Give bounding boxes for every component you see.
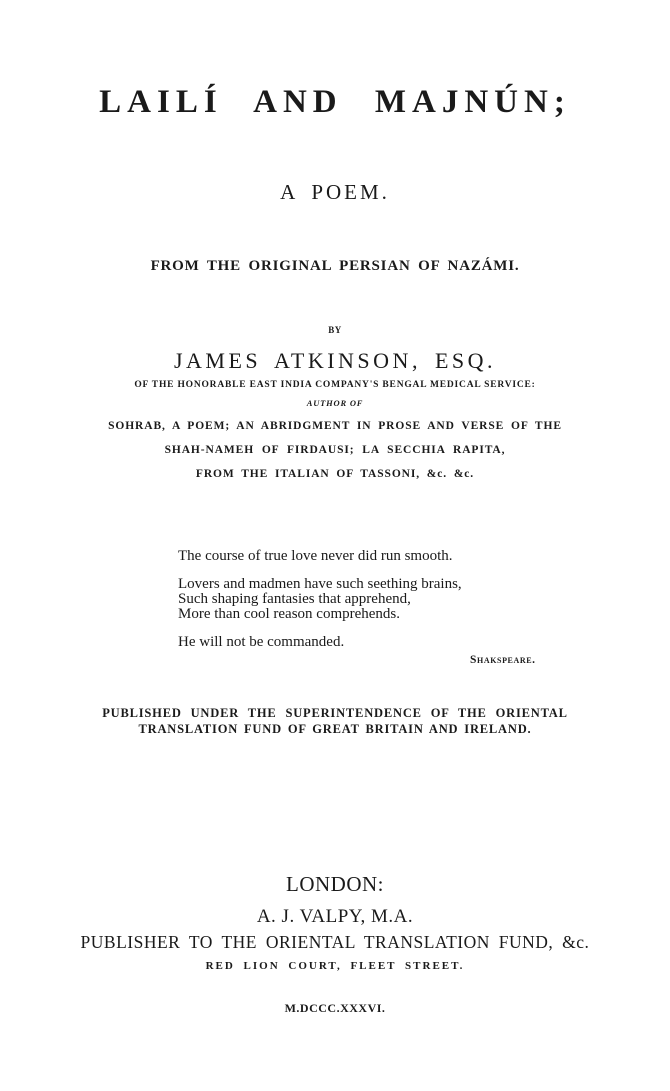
author-name: JAMES ATKINSON, ESQ. xyxy=(173,348,497,373)
publication-note-line: TRANSLATION FUND OF GREAT BRITAIN AND IRELAND. xyxy=(138,722,532,736)
by-label: BY xyxy=(328,325,342,335)
source-line: FROM THE ORIGINAL PERSIAN OF NAZÁMI. xyxy=(150,258,520,274)
book-title: LAILÍ AND MAJNÚN; xyxy=(99,84,571,120)
imprint-year: M.DCCC.XXXVI. xyxy=(284,1001,386,1015)
other-works-line: SHAH-NAMEH OF FIRDAUSI; LA SECCHIA RAPITA, xyxy=(164,444,506,456)
epigraph-line: Such shaping fantasies that apprehend, xyxy=(178,591,411,607)
epigraph-line: He will not be commanded. xyxy=(178,634,345,650)
epigraph-line: Lovers and madmen have such seething brains, xyxy=(178,576,462,592)
epigraph-attribution: Shakspeare. xyxy=(470,654,536,666)
imprint-publisher-role: PUBLISHER TO THE ORIENTAL TRANSLATION FUND, &c. xyxy=(80,932,590,952)
epigraph-stanza xyxy=(178,577,462,622)
imprint-city: LONDON: xyxy=(286,872,384,896)
epigraph-line: The course of true love never did run smooth. xyxy=(178,548,453,564)
author-service: OF THE HONORABLE EAST INDIA COMPANY'S BENGAL MEDICAL SERVICE: xyxy=(134,380,536,390)
book-subtitle: A POEM. xyxy=(280,180,390,204)
author-of-label: AUTHOR OF xyxy=(306,398,364,408)
epigraph-line: More than cool reason comprehends. xyxy=(178,606,401,622)
imprint-address: RED LION COURT, FLEET STREET. xyxy=(205,960,465,972)
publication-note-line: PUBLISHED UNDER THE SUPERINTENDENCE OF THE ORIENTAL xyxy=(102,706,568,720)
imprint-publisher: A. J. VALPY, M.A. xyxy=(256,906,414,927)
other-works-line: SOHRAB, A POEM; AN ABRIDGMENT IN PROSE AND VERSE OF THE xyxy=(108,420,562,432)
other-works-line: FROM THE ITALIAN OF TASSONI, &c. &c. xyxy=(195,468,475,480)
